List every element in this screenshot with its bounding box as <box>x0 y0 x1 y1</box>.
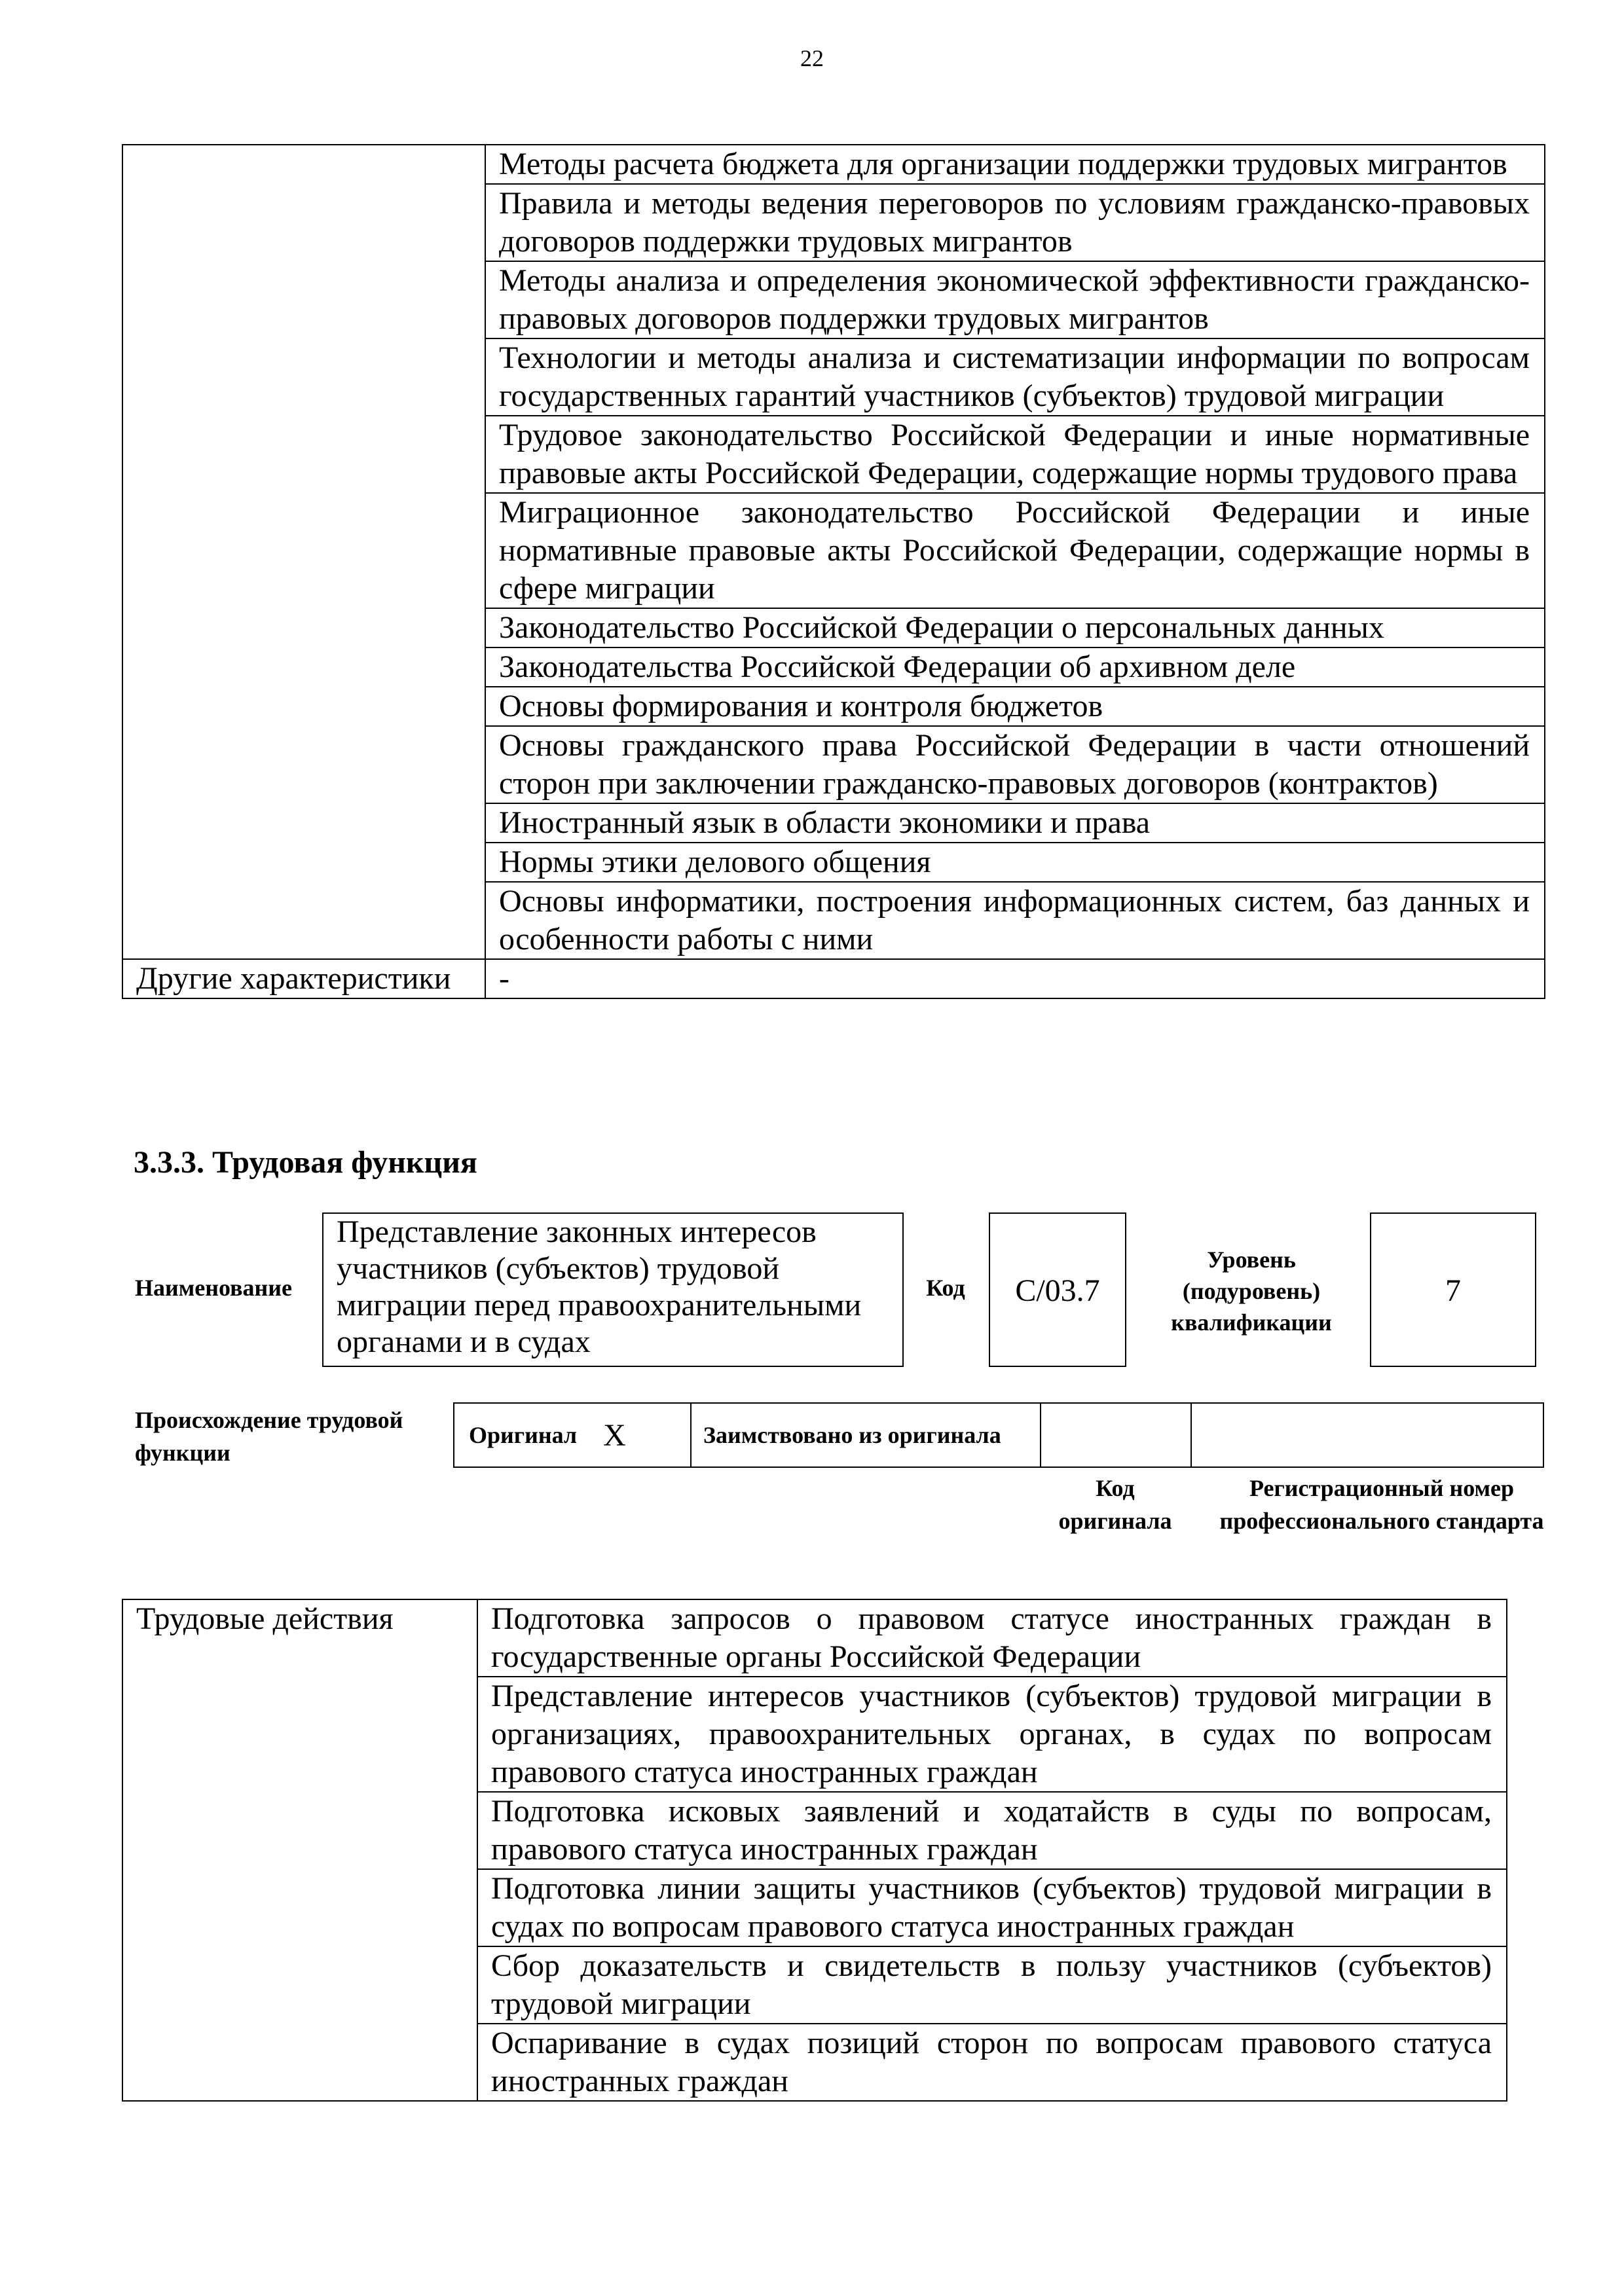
table-cell <box>477 1599 1507 1677</box>
name-label: Наименование <box>135 1275 292 1301</box>
code-box <box>989 1212 1126 1367</box>
knowledge-item: Законодательство Российской Федерации о персональных данных <box>499 610 1384 645</box>
labor-action-item: Оспаривание в судах позиций сторон по вопросам правового статуса иностранных граждан <box>491 2026 1492 2098</box>
code-original-caption: Код оригинала <box>1058 1475 1172 1534</box>
table-cell-empty <box>122 145 485 959</box>
table-cell <box>485 145 1545 184</box>
table-cell <box>122 1599 477 2101</box>
table-row <box>454 1403 1543 1467</box>
labor-actions-label: Трудовые действия <box>136 1601 394 1636</box>
table-cell <box>477 1869 1507 1946</box>
knowledge-item: Основы формирования и контроля бюджетов <box>499 689 1103 723</box>
page-number: 22 <box>800 45 824 71</box>
borrowed-label: Заимствовано из оригинала <box>703 1422 1001 1448</box>
table-cell <box>477 2024 1507 2101</box>
table-cell <box>485 493 1545 608</box>
table-cell <box>691 1403 1041 1467</box>
knowledge-table <box>122 144 1545 999</box>
labor-action-item: Подготовка исковых заявлений и ходатайств в суды по вопросам, правового статуса иностранных граждан <box>491 1794 1492 1867</box>
table-cell <box>477 1792 1507 1869</box>
section-heading: 3.3.3. Трудовая функция <box>134 1145 477 1180</box>
table-cell <box>485 803 1545 843</box>
table-cell <box>485 882 1545 959</box>
table-cell <box>485 338 1545 416</box>
reg-number-cell <box>1191 1403 1543 1467</box>
table-row <box>122 1599 1507 1677</box>
table-cell <box>485 261 1545 338</box>
level-box <box>1370 1212 1536 1367</box>
knowledge-item: Иностранный язык в области экономики и права <box>499 805 1151 840</box>
reg-number-caption: Регистрационный номер профессионального стандарта <box>1219 1475 1544 1534</box>
knowledge-item: Законодательства Российской Федерации об архивном деле <box>499 649 1296 684</box>
function-name: Представление законных интересов участников (субъектов) трудовой миграции перед правоохранительными органами и в судах <box>337 1214 862 1359</box>
other-characteristics-label: Другие характеристики <box>136 961 451 996</box>
origin-label: Происхождение трудовой функции <box>135 1407 403 1466</box>
labor-action-item: Подготовка запросов о правовом статусе иностранных граждан в государственные органы Российской Федерации <box>491 1601 1492 1674</box>
table-row <box>122 145 1545 184</box>
knowledge-item: Методы анализа и определения экономической эффективности гражданско-правовых договоров поддержки трудовых мигрантов <box>499 263 1530 336</box>
level-label: Уровень (подуровень) квалификации <box>1171 1247 1332 1336</box>
table-cell <box>485 726 1545 803</box>
code-value: C/03.7 <box>1015 1273 1100 1308</box>
knowledge-item: Методы расчета бюджета для организации поддержки трудовых мигрантов <box>499 147 1507 181</box>
table-cell <box>454 1403 691 1467</box>
original-label: Оригинал <box>469 1422 578 1448</box>
knowledge-item: Технологии и методы анализа и систематизации информации по вопросам государственных гарантий участников (субъектов) трудовой миграции <box>499 340 1530 413</box>
table-cell <box>485 647 1545 687</box>
labor-action-item: Подготовка линии защиты участников (субъектов) трудовой миграции в судах по вопросам правового статуса иностранных граждан <box>491 1871 1492 1944</box>
table-cell <box>485 843 1545 882</box>
table-row <box>122 959 1545 998</box>
knowledge-item: Основы гражданского права Российской Федерации в части отношений сторон при заключении гражданско-правовых договоров (контрактов) <box>499 728 1530 801</box>
knowledge-item: Миграционное законодательство Российской Федерации и иные нормативные правовые акты Российской Федерации, содержащие нормы в сфере миграции <box>499 495 1530 606</box>
table-cell <box>122 959 485 998</box>
code-label: Код <box>926 1275 965 1301</box>
table-cell <box>477 1677 1507 1792</box>
table-cell <box>485 687 1545 726</box>
original-mark: X <box>603 1417 626 1453</box>
knowledge-item: Правила и методы ведения переговоров по условиям гражданско-правовых договоров поддержки трудовых мигрантов <box>499 186 1530 259</box>
knowledge-item: Нормы этики делового общения <box>499 845 931 879</box>
function-name-box <box>322 1212 904 1367</box>
level-value: 7 <box>1445 1273 1461 1308</box>
table-cell <box>485 608 1545 647</box>
table-cell <box>485 416 1545 493</box>
table-cell <box>477 1946 1507 2024</box>
knowledge-item: Основы информатики, построения информационных систем, баз данных и особенности работы с ними <box>499 884 1530 957</box>
labor-action-item: Представление интересов участников (субъектов) трудовой миграции в организациях, правоохранительных органах, в судах по вопросам правового статуса иностранных граждан <box>491 1679 1492 1789</box>
labor-actions-table <box>122 1599 1507 2102</box>
other-characteristics-value: - <box>499 961 509 996</box>
origin-table <box>453 1402 1544 1468</box>
table-cell <box>485 959 1545 998</box>
table-cell <box>485 184 1545 261</box>
knowledge-item: Трудовое законодательство Российской Федерации и иные нормативные правовые акты Российской Федерации, содержащие нормы трудового права <box>499 418 1530 490</box>
original-code-cell <box>1041 1403 1191 1467</box>
labor-action-item: Сбор доказательств и свидетельств в пользу участников (субъектов) трудовой миграции <box>491 1948 1492 2021</box>
